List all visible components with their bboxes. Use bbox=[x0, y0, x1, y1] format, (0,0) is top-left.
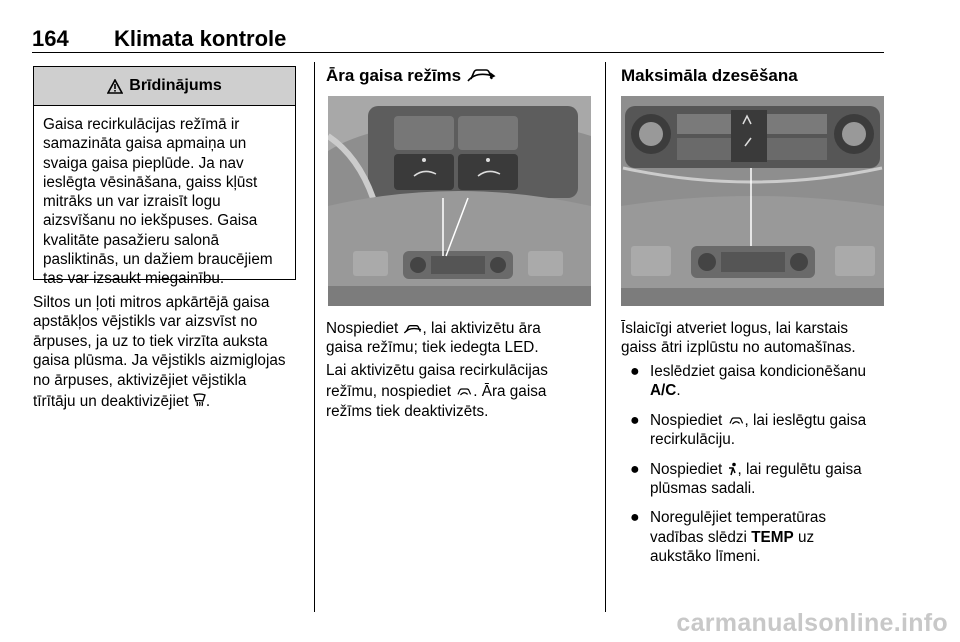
watermark: carmanualsonline.info bbox=[676, 609, 948, 637]
warning-line: ieslēgta vēsināšana, gaiss kļūst bbox=[43, 173, 258, 191]
list-item: ● Nospiediet , lai ieslēgtu gaisa recirkulāciju. bbox=[630, 411, 867, 449]
max-cooling-intro bbox=[621, 319, 891, 358]
bullet-dot: ● bbox=[630, 411, 640, 429]
list-item: ● Ieslēdziet gaisa kondicionēšanu A/C. bbox=[630, 363, 867, 400]
paragraph-line: ārpuses, ja uz to tiek virzīta auksta bbox=[33, 332, 268, 350]
chapter-title: Klimata kontrole bbox=[114, 26, 287, 51]
climate-panel-photo bbox=[621, 96, 884, 306]
bullet-dot: ● bbox=[630, 460, 640, 478]
recirculation-icon bbox=[455, 386, 473, 398]
paragraph-line: Īslaicīgi atveriet logus, lai karstais bbox=[621, 320, 848, 337]
paragraph-line: gaiss ātri izplūstu no automašīnas. bbox=[621, 339, 856, 357]
warning-title: Brīdinājums bbox=[129, 77, 222, 94]
warning-line: svaiga gaisa pieplūde. Ja nav bbox=[43, 154, 244, 172]
warning-line: mitrāks un var izraisīt logu bbox=[43, 193, 221, 211]
list-item: ● Noregulējiet temperatūras vadības slēdzi TEMP uz aukstāko līmeni. bbox=[630, 509, 827, 566]
paragraph-line: Lai aktivizētu gaisa recirkulācijas bbox=[326, 362, 548, 379]
bullet-dot: ● bbox=[630, 363, 640, 380]
windscreen-paragraph bbox=[33, 293, 305, 411]
warning-line: samazināta gaisa apmaiņa un bbox=[43, 135, 247, 153]
max-cooling-steps bbox=[621, 362, 891, 577]
recirculation-paragraph bbox=[326, 361, 588, 421]
warning-line: tas var izsaukt miegainību. bbox=[43, 270, 225, 288]
paragraph-line: Nospiediet , lai aktivizētu āra bbox=[326, 320, 541, 337]
warning-box bbox=[33, 66, 296, 288]
windscreen-defrost-icon bbox=[193, 393, 206, 408]
page-header bbox=[32, 26, 884, 52]
warning-triangle-icon bbox=[107, 79, 123, 94]
paragraph-line: režīmu, nospiediet . Āra gaisa bbox=[326, 383, 547, 401]
page-number: 164 bbox=[32, 26, 69, 51]
paragraph-line: gaisa plūsma. Ja vējstikls aizmiglojas bbox=[33, 352, 286, 370]
paragraph-line: gaisa režīmu; tiek iedegta LED. bbox=[326, 339, 539, 357]
paragraph-line: apstākļos vējstikls var aizsvīst no bbox=[33, 313, 258, 331]
outside-air-icon bbox=[403, 323, 423, 335]
list-item: ● Nospiediet , lai regulētu gaisa plūsmas sadali. bbox=[630, 460, 862, 498]
bullet-dot: ● bbox=[630, 509, 640, 527]
warning-line: pasliktinās, un dažiem braucējiem bbox=[43, 251, 273, 269]
header-rule bbox=[32, 52, 884, 53]
paragraph-line: Siltos un ļoti mitros apkārtējā gaisa bbox=[33, 294, 270, 311]
section-title-outside-air: Āra gaisa režīms bbox=[326, 66, 496, 86]
warning-line: kvalitāte pasažieru salonā bbox=[43, 231, 220, 249]
paragraph-line: režīms tiek deaktivizēts. bbox=[326, 402, 489, 420]
warning-text bbox=[34, 106, 295, 289]
column-divider bbox=[314, 62, 315, 612]
outside-air-icon bbox=[466, 67, 496, 83]
warning-line: aizsvīšanu no iekšpuses. Gaisa bbox=[43, 212, 258, 230]
warning-line: Gaisa recirkulācijas režīmā ir bbox=[43, 116, 240, 133]
section-title-max-cooling: Maksimāla dzesēšana bbox=[621, 66, 798, 85]
column-divider bbox=[605, 62, 606, 612]
air-distribution-icon bbox=[727, 462, 738, 476]
paragraph-line: no ārpuses, aktivizējiet vējstikla bbox=[33, 371, 247, 389]
warning-header bbox=[34, 67, 295, 106]
outside-air-paragraph bbox=[326, 319, 588, 358]
paragraph-line: tīrītāju un deaktivizējiet . bbox=[33, 393, 211, 411]
outside-air-button-photo bbox=[328, 96, 591, 306]
recirculation-icon bbox=[727, 415, 745, 427]
